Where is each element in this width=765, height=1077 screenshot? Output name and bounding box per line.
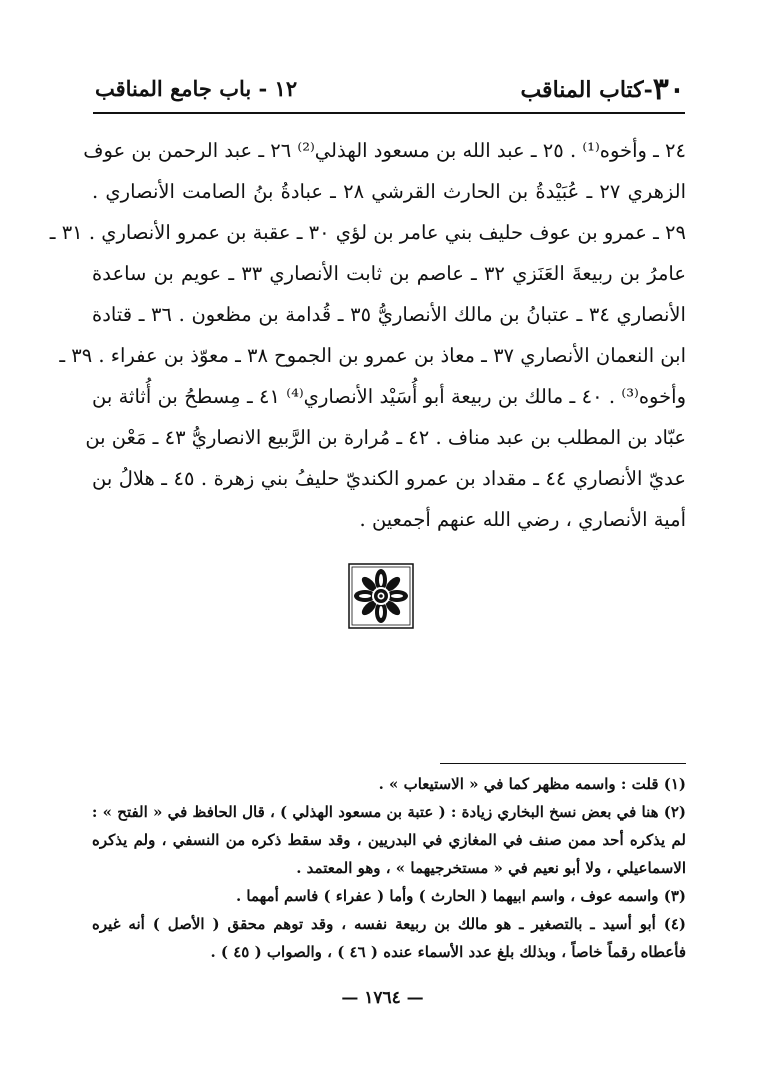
text-line: الزهري ٢٧ ـ عُبَيْدةُ بن الحارث القرشي ٢٨ ـ عبادةُ بنُ الصامت الأنصاري . [92, 180, 686, 203]
text-line: ٢٤ ـ وأخوه⁽¹⁾ . ٢٥ ـ عبد الله بن مسعود الهذلي⁽²⁾ ٢٦ ـ عبد الرحمن بن عوف [83, 139, 686, 162]
text-line: ابن النعمان الأنصاري ٣٧ ـ معاذ بن عمرو بن الجموح ٣٨ ـ معوّذ بن عفراء . ٣٩ ـ [59, 344, 686, 367]
text-line: أمية الأنصاري ، رضي الله عنهم أجمعين . [359, 508, 686, 531]
header-chapter-title: ١٢ - باب جامع المناقب [95, 76, 298, 101]
text-line: ٢٩ ـ عمرو بن عوف حليف بني عامر بن لؤي ٣٠ ـ عقبة بن عمرو الأنصاري . ٣١ ـ [49, 221, 686, 244]
header-book-title: -كتاب المناقب [520, 77, 653, 103]
page-footer-number: — ١٧٦٤ — [341, 988, 424, 1008]
footnote-line: (١) قلت : واسمه مظهر كما في « الاستيعاب » . [378, 775, 686, 793]
footnotes [92, 770, 686, 966]
footnote-line: فأعطاه رقماً خاصاً ، وبذلك بلغ عدد الأسماء عنده ( ٤٦ ) ، والصواب ( ٤٥ ) . [210, 943, 686, 961]
footnote-line: الاسماعيلي ، ولا أبو نعيم في « مستخرجيهما » ، وهو المعتمد . [296, 859, 686, 877]
text-line: عبّاد بن المطلب بن عبد مناف . ٤٢ ـ مُرارة بن الرَّبيع الانصاريُّ ٤٣ ـ مَعْن بن [85, 426, 686, 449]
footnote-line: (٢) هنا في بعض نسخ البخاري زيادة : ( عتبة بن مسعود الهذلي ) ، قال الحافظ في « الفتح » : [91, 803, 686, 821]
main-text [49, 130, 687, 540]
header-divider [93, 112, 685, 114]
text-line: عامرُ بن ربيعةَ العَنَزي ٣٢ ـ عاصم بن ثابت الأنصاري ٣٣ ـ عويم بن ساعدة [92, 262, 687, 285]
footnote-line: (٤) أبو أسيد ـ بالتصغير ـ هو مالك بن ربيعة نفسه ، وقد توهم محقق ( الأصل ) أنه غيره [92, 915, 686, 933]
text-line: الأنصاري ٣٤ ـ عتبانُ بن مالك الأنصاريُّ ٣٥ ـ قُدامة بن مظعون . ٣٦ ـ قتادة [92, 303, 686, 326]
footnote-divider [440, 763, 686, 764]
footnote-line: لم يذكره أحد ممن صنف في المغازي في البدريين ، وقد سقط ذكره من النسفي ، ولم يذكره [92, 831, 686, 849]
header-page-number: ٣٠ [652, 72, 685, 107]
text-line: وأخوه⁽³⁾ . ٤٠ ـ مالك بن ربيعة أبو أُسَيْد الأنصاري⁽⁴⁾ ٤١ ـ مِسطحُ بن أُثاثة بن [92, 385, 687, 408]
running-header [95, 72, 685, 112]
footnote-line: (٣) واسمه عوف ، واسم ابيهما ( الحارث ) وأما ( عفراء ) فاسم أمهما . [235, 887, 686, 905]
header-book-info [520, 72, 685, 107]
text-line: عديّ الأنصاري ٤٤ ـ مقداد بن عمرو الكنديّ حليفُ بني زهرة . ٤٥ ـ هلالُ بن [92, 467, 686, 490]
floral-ornament-icon [348, 563, 414, 629]
